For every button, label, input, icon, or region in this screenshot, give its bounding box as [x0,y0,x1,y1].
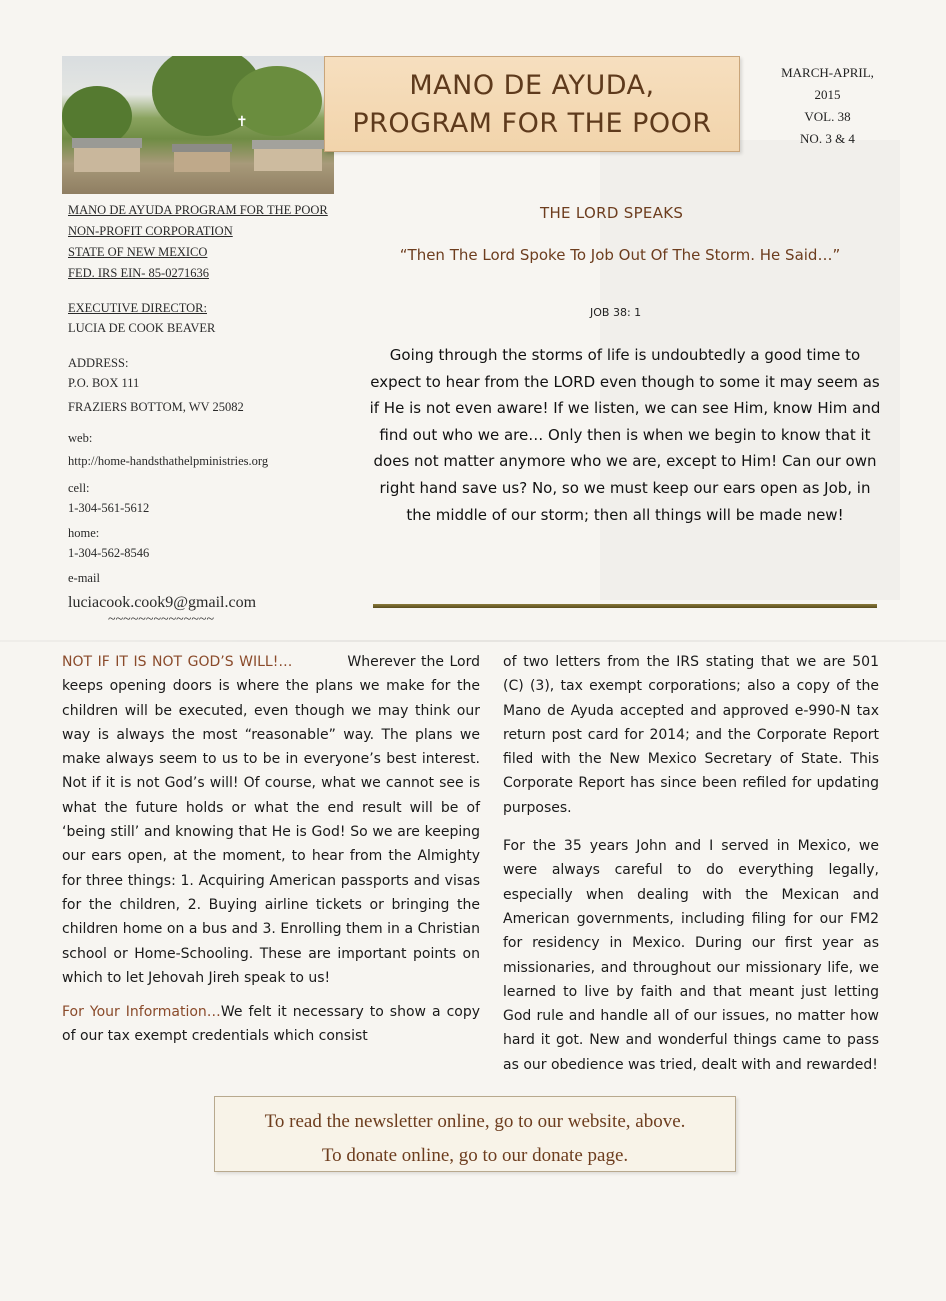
home-label: home: [68,526,100,540]
newsletter-title-box [324,56,740,152]
issue-number: NO. 3 & 4 [800,131,855,146]
fyi-heading: For Your Information… [62,1004,221,1021]
title-line-1: MANO DE AYUDA, [409,70,655,101]
article-heading: NOT IF IT IS NOT GOD’S WILL!… [62,654,293,670]
lord-speaks-title: THE LORD SPEAKS [540,204,684,222]
address-label: ADDRESS: [68,356,129,370]
separator-tildes: ~~~~~~~~~~~~~~ [108,612,215,627]
website-link[interactable]: http://home-handsthathelpministries.org [68,454,269,468]
fyi-body: We felt it necessary to show a copy of our tax exempt credentials which consist [62,1004,481,1045]
org-type: NON-PROFIT CORPORATION [68,224,233,238]
org-name: MANO DE AYUDA PROGRAM FOR THE POOR [68,203,328,217]
article-right-paragraph-1: of two letters from the IRS stating that we are 501 (C) (3), tax exempt corporations; also a copy of the Mano de Ayuda accepted and approved e-990-N tax return post card for 2014; and the Corporate Report filed with the New Mexico Secretary of State. This Corporate Report has since been refiled for updating purposes. [503,654,879,816]
email-label: e-mail [68,571,100,585]
donate-online-text: To donate online, go to our donate page. [321,1145,629,1166]
paper-fold [0,640,946,642]
org-ein: FED. IRS EIN- 85-0271636 [68,266,209,280]
online-info-box [214,1096,736,1172]
section-divider [373,604,877,608]
issue-year: 2015 [814,87,841,102]
article-left-body: Wherever the Lord keeps opening doors is where the plans we make for the children will be executed, even though we may think our way is always the most “reasonable” way. The plans we make always seem to us to be in everyone’s best interest. Not if it is not God’s will! Of course, what we cannot see is what the future holds or what the end result will be of ‘being still’ and knowing that He is God! So we are keeping our ears open, at the moment, to hear from the Almighty for three things: 1. Acquiring American passports and visas for the children, 2. Buying airline tickets or bringing the children home on a bus and 3. Enrolling them in a Christian school or Home-Schooling. These are important points on which to let Jehovah Jireh speak to us! [62,654,481,986]
lord-speaks-body: Going through the storms of life is undoubtedly a good time to expect to hear from the LORD even though to some it may seem as if He is not even aware! If we listen, we can see Him, know Him and find out who we are… Only then is when we begin to know that it does not matter anymore who we are, except to Him! Can our own right hand save us? No, so we must keep our ears open as Job, in the middle of our storm; then all things will be made new! [369,346,881,524]
scripture-quote: “Then The Lord Spoke To Job Out Of The Storm. He Said…” [399,246,841,264]
issue-volume: VOL. 38 [804,109,851,124]
title-line-2: PROGRAM FOR THE POOR [352,108,712,139]
article-right-column [503,650,879,1077]
issue-info [770,62,885,150]
issue-date: MARCH-APRIL, [781,65,874,80]
organization-info [68,200,368,628]
home-phone: 1-304-562-8546 [68,546,150,560]
director-label: EXECUTIVE DIRECTOR: [68,301,207,315]
director-name: LUCIA DE COOK BEAVER [68,321,216,335]
scripture-reference: JOB 38: 1 [590,306,642,319]
address-line-1: P.O. BOX 111 [68,376,140,390]
cell-phone: 1-304-561-5612 [68,501,150,515]
header-photo: ✝ [62,56,334,194]
org-state: STATE OF NEW MEXICO [68,245,208,259]
article-left-paragraph [62,650,480,990]
fyi-paragraph [62,1000,480,1049]
cell-label: cell: [68,481,90,495]
read-online-text: To read the newsletter online, go to our website, above. [264,1111,686,1132]
email-address[interactable]: luciacook.cook9@gmail.com [68,594,257,611]
web-label: web: [68,431,93,445]
address-line-2: FRAZIERS BOTTOM, WV 25082 [68,400,244,414]
article-right-paragraph-2: For the 35 years John and I served in Mexico, we were always careful to do everything legally, especially when dealing with the Mexican and American governments, including filing for our FM2 for residency in Mexico. During our first year as missionaries, and throughout our missionary life, we learned to live by faith and that meant just letting God rule and handle all of our issues, no matter how hard it got. New and wonderful things came to pass as our obedience was tried, dealt with and rewarded! [503,838,879,1073]
article-left-column [62,650,480,1049]
